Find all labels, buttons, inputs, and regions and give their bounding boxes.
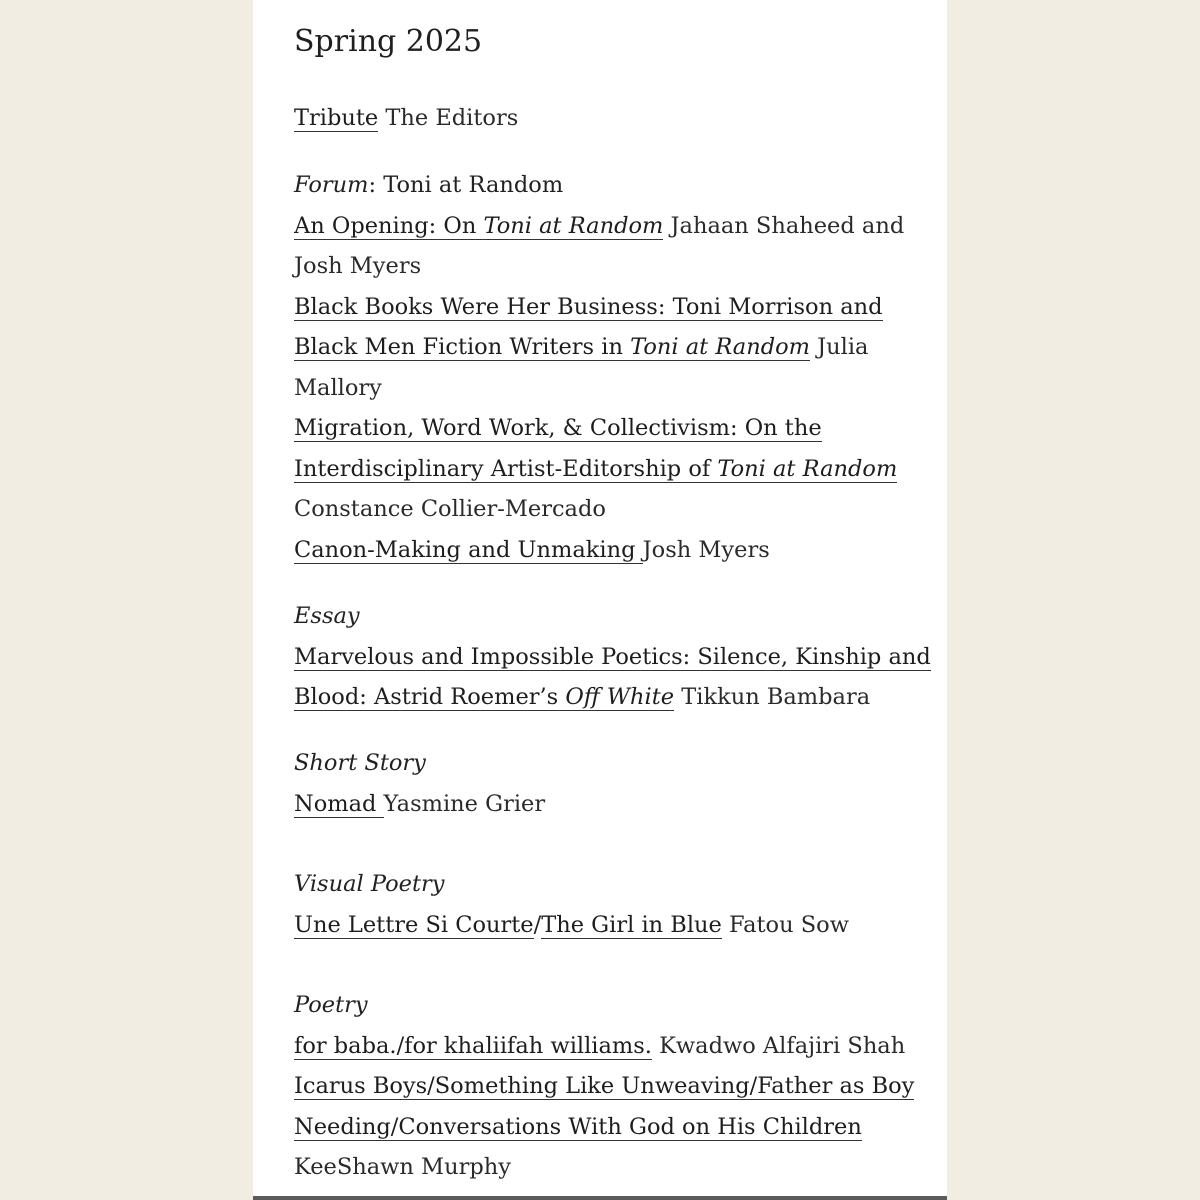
forum-entry bbox=[294, 206, 934, 287]
poetry-label: Poetry bbox=[294, 992, 368, 1018]
short-story-link[interactable]: Nomad bbox=[294, 790, 384, 817]
essay-label: Essay bbox=[294, 603, 360, 629]
visual-poetry-entry: Une Lettre Si Courte/The Girl in Blue Fatou Sow bbox=[294, 911, 849, 938]
forum-entry-link[interactable]: An Opening: On Toni at Random bbox=[294, 212, 664, 239]
short-story-section bbox=[294, 743, 934, 824]
forum-label: Forum bbox=[294, 172, 369, 198]
forum-entry-author: Julia Mallory bbox=[294, 334, 869, 401]
short-story-label: Short Story bbox=[294, 750, 426, 776]
forum-entry-author: Josh Myers bbox=[642, 536, 770, 563]
short-story-author: Yasmine Grier bbox=[383, 790, 546, 817]
poetry-entry-author: Kwadwo Alfajiri Shah bbox=[659, 1032, 906, 1059]
essay-section bbox=[294, 596, 934, 718]
poetry-entry-link[interactable]: for baba./for khaliifah williams. bbox=[294, 1032, 652, 1059]
forum-entry-link[interactable]: Canon-Making and Unmaking bbox=[294, 536, 643, 563]
tribute-section bbox=[294, 98, 934, 139]
poetry-entry-link[interactable]: Icarus Boys/Something Like Unweaving/Father as Boy Needing/Conversations With God on His Children bbox=[294, 1073, 915, 1140]
poetry-section bbox=[294, 985, 934, 1188]
poetry-entry bbox=[294, 1066, 934, 1188]
visual-poetry-label: Visual Poetry bbox=[294, 871, 445, 897]
issue-title: Spring 2025 bbox=[294, 24, 483, 59]
tribute-entry bbox=[294, 98, 934, 139]
forum-entry bbox=[294, 287, 934, 409]
short-story-entry bbox=[294, 784, 934, 825]
forum-entry-link[interactable]: Migration, Word Work, & Collectivism: On the Interdisciplinary Artist-Editorship of Toni at Random bbox=[294, 415, 898, 482]
visual-poetry-author: Fatou Sow bbox=[729, 911, 849, 938]
forum-section bbox=[294, 165, 934, 570]
tribute-link[interactable]: Tribute bbox=[294, 105, 379, 131]
toc-page bbox=[253, 0, 947, 1200]
essay-author: Tikkun Bambara bbox=[681, 684, 871, 710]
visual-poetry-link-b[interactable]: The Girl in Blue bbox=[541, 911, 722, 938]
tribute-author: The Editors bbox=[385, 105, 519, 131]
forum-heading bbox=[294, 165, 934, 206]
visual-poetry-link-a[interactable]: Une Lettre Si Courte bbox=[294, 911, 534, 938]
forum-entry bbox=[294, 408, 934, 530]
forum-title: : Toni at Random bbox=[368, 172, 564, 198]
poetry-entry bbox=[294, 1026, 934, 1067]
forum-entry-link[interactable]: Black Books Were Her Business: Toni Morrison and Black Men Fiction Writers in Toni at Random bbox=[294, 293, 883, 360]
visual-poetry-section bbox=[294, 864, 934, 945]
forum-entry-author: Constance Collier-Mercado bbox=[294, 496, 606, 522]
forum-entry-author: Jahaan Shaheed and Josh Myers bbox=[294, 212, 905, 279]
essay-entry bbox=[294, 637, 934, 718]
forum-entry bbox=[294, 530, 934, 571]
poetry-entry-author: KeeShawn Murphy bbox=[294, 1154, 511, 1180]
essay-link[interactable]: Marvelous and Impossible Poetics: Silence, Kinship and Blood: Astrid Roemer’s Off White bbox=[294, 643, 931, 710]
